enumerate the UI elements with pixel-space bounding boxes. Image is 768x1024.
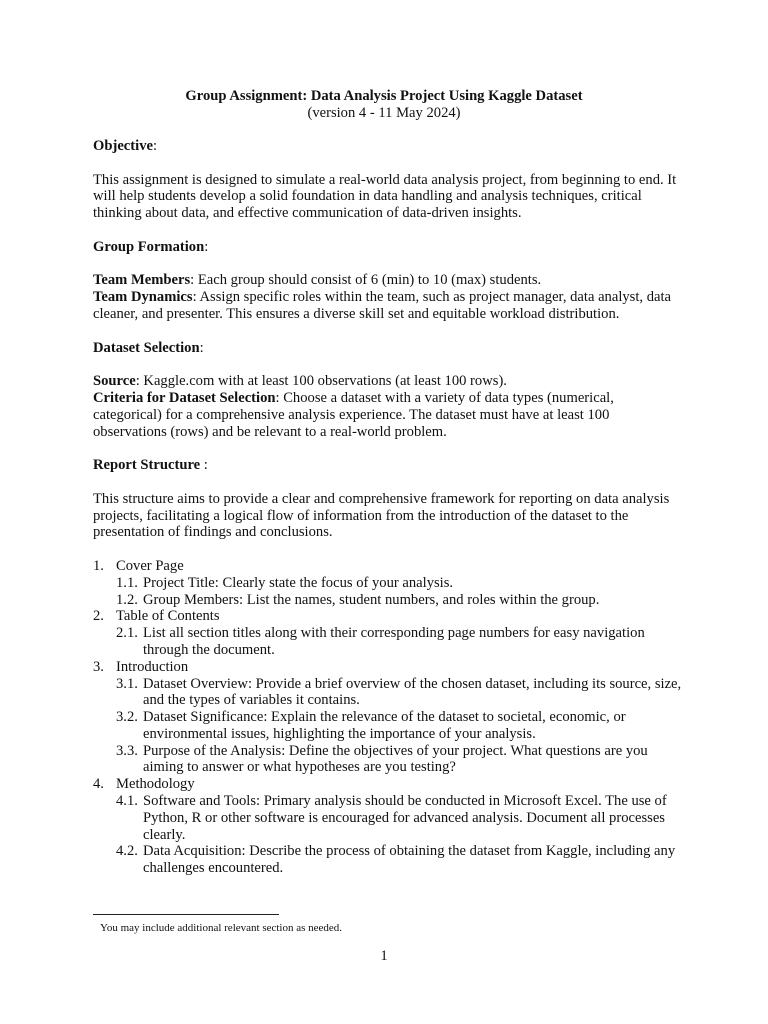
team-dynamics-text: : Assign specific roles within the team, such as project manager, data analyst, data cleaner, and presenter. This ensures a diverse skill set and equitable workload distribution. xyxy=(93,289,672,322)
outline-subnumber: 4.2. xyxy=(116,843,138,860)
source-label: Source xyxy=(93,373,136,390)
outline-subtext: Dataset Overview: Provide a brief overview of the chosen dataset, including its source, size, and the types of variables it contains. xyxy=(143,675,682,709)
team-members-label: Team Members xyxy=(93,272,191,289)
outline-item-introduction xyxy=(93,659,683,777)
footnote-divider xyxy=(93,914,279,915)
outline-label: Introduction xyxy=(116,658,189,675)
outline-subitem xyxy=(116,793,683,843)
outline-item-methodology xyxy=(93,776,683,877)
source-paragraph xyxy=(93,373,683,390)
objective-paragraph: This assignment is designed to simulate a real-world data analysis project, from beginning to end. It will help students develop a solid foundation in data handling and analysis techniques, critical thinking about data, and effective communication of data-driven insights. xyxy=(93,171,677,222)
outline-subtext: Group Members: List the names, student numbers, and roles within the group. xyxy=(143,591,600,608)
dataset-selection-heading-text: Dataset Selection xyxy=(93,339,200,356)
outline-subitem xyxy=(116,575,683,592)
outline-subnumber: 3.1. xyxy=(116,675,138,692)
outline-subnumber: 1.1. xyxy=(116,574,138,591)
report-structure-intro: This structure aims to provide a clear and comprehensive framework for reporting on data analysis projects, facilitating a logical flow of information from the introduction of the dataset to the presentation of findings and conclusions. xyxy=(93,490,670,541)
outline-subitem xyxy=(116,676,683,710)
outline-subitem xyxy=(116,843,683,877)
document-body xyxy=(93,138,683,877)
report-outline xyxy=(93,558,683,877)
outline-sublist xyxy=(116,793,683,877)
footnote: You may include additional relevant section as needed. xyxy=(100,922,343,934)
report-structure-heading xyxy=(93,457,683,474)
outline-subitem xyxy=(116,743,683,777)
outline-subtext: Dataset Significance: Explain the relevance of the dataset to societal, economic, or environmental issues, highlighting the importance of your analysis. xyxy=(143,709,626,742)
outline-label: Table of Contents xyxy=(116,608,220,625)
outline-number: 3. xyxy=(93,658,104,675)
report-structure-heading-suffix: : xyxy=(200,457,208,474)
objective-heading-text: Objective xyxy=(93,138,153,154)
title-block xyxy=(0,88,768,122)
document-title: Group Assignment: Data Analysis Project Using Kaggle Dataset xyxy=(185,88,583,104)
outline-subitem xyxy=(116,625,683,659)
outline-subtext: List all section titles along with their corresponding page numbers for easy navigation through the document. xyxy=(143,625,645,658)
outline-sublist xyxy=(116,575,683,609)
outline-subnumber: 3.3. xyxy=(116,742,138,759)
outline-subitem xyxy=(116,592,683,609)
outline-subnumber: 2.1. xyxy=(116,625,138,642)
outline-label: Cover Page xyxy=(116,557,184,574)
outline-subnumber: 1.2. xyxy=(116,591,138,608)
outline-subnumber: 4.1. xyxy=(116,793,138,810)
outline-subitem xyxy=(116,709,683,743)
outline-subnumber: 3.2. xyxy=(116,709,138,726)
outline-subtext: Purpose of the Analysis: Define the objectives of your project. What questions are you aiming to answer or what hypotheses are you testing? xyxy=(143,742,648,776)
outline-subtext: Project Title: Clearly state the focus of your analysis. xyxy=(143,574,454,591)
outline-subtext: Data Acquisition: Describe the process of obtaining the dataset from Kaggle, including any challenges encountered. xyxy=(143,843,676,877)
outline-number: 1. xyxy=(93,557,104,574)
objective-heading: Objective: xyxy=(93,138,158,154)
team-members-paragraph xyxy=(93,272,683,289)
outline-item-cover-page xyxy=(93,558,683,608)
criteria-paragraph xyxy=(93,390,683,440)
report-structure-heading-text: Report Structure xyxy=(93,457,201,474)
team-dynamics-paragraph xyxy=(93,289,683,323)
outline-number: 2. xyxy=(93,608,104,625)
dataset-selection-heading: Dataset Selection: xyxy=(93,339,204,356)
team-dynamics-label: Team Dynamics xyxy=(93,289,193,306)
document-version: (version 4 - 11 May 2024) xyxy=(307,104,461,121)
outline-number: 4. xyxy=(93,776,104,793)
outline-sublist xyxy=(116,676,683,777)
outline-label: Methodology xyxy=(116,776,195,793)
group-formation-heading: Group Formation: xyxy=(93,238,209,255)
criteria-label: Criteria for Dataset Selection xyxy=(93,389,276,406)
outline-item-table-of-contents xyxy=(93,608,683,658)
outline-sublist xyxy=(116,625,683,659)
team-members-text: : Each group should consist of 6 (min) to 10 (max) students. xyxy=(190,272,542,289)
source-text: : Kaggle.com with at least 100 observations (at least 100 rows). xyxy=(135,373,507,390)
group-formation-heading-text: Group Formation xyxy=(93,238,205,255)
criteria-text: : Choose a dataset with a variety of data types (numerical, categorical) for a comprehensive analysis experience. The dataset must have at least 100 observations (rows) and be relevant to a real-world problem. xyxy=(93,389,614,440)
page-number: 1 xyxy=(380,948,388,964)
outline-subtext: Software and Tools: Primary analysis should be conducted in Microsoft Excel. The use of Python, R or other software is encouraged for advanced analysis. Document all processes clearly. xyxy=(143,793,667,843)
